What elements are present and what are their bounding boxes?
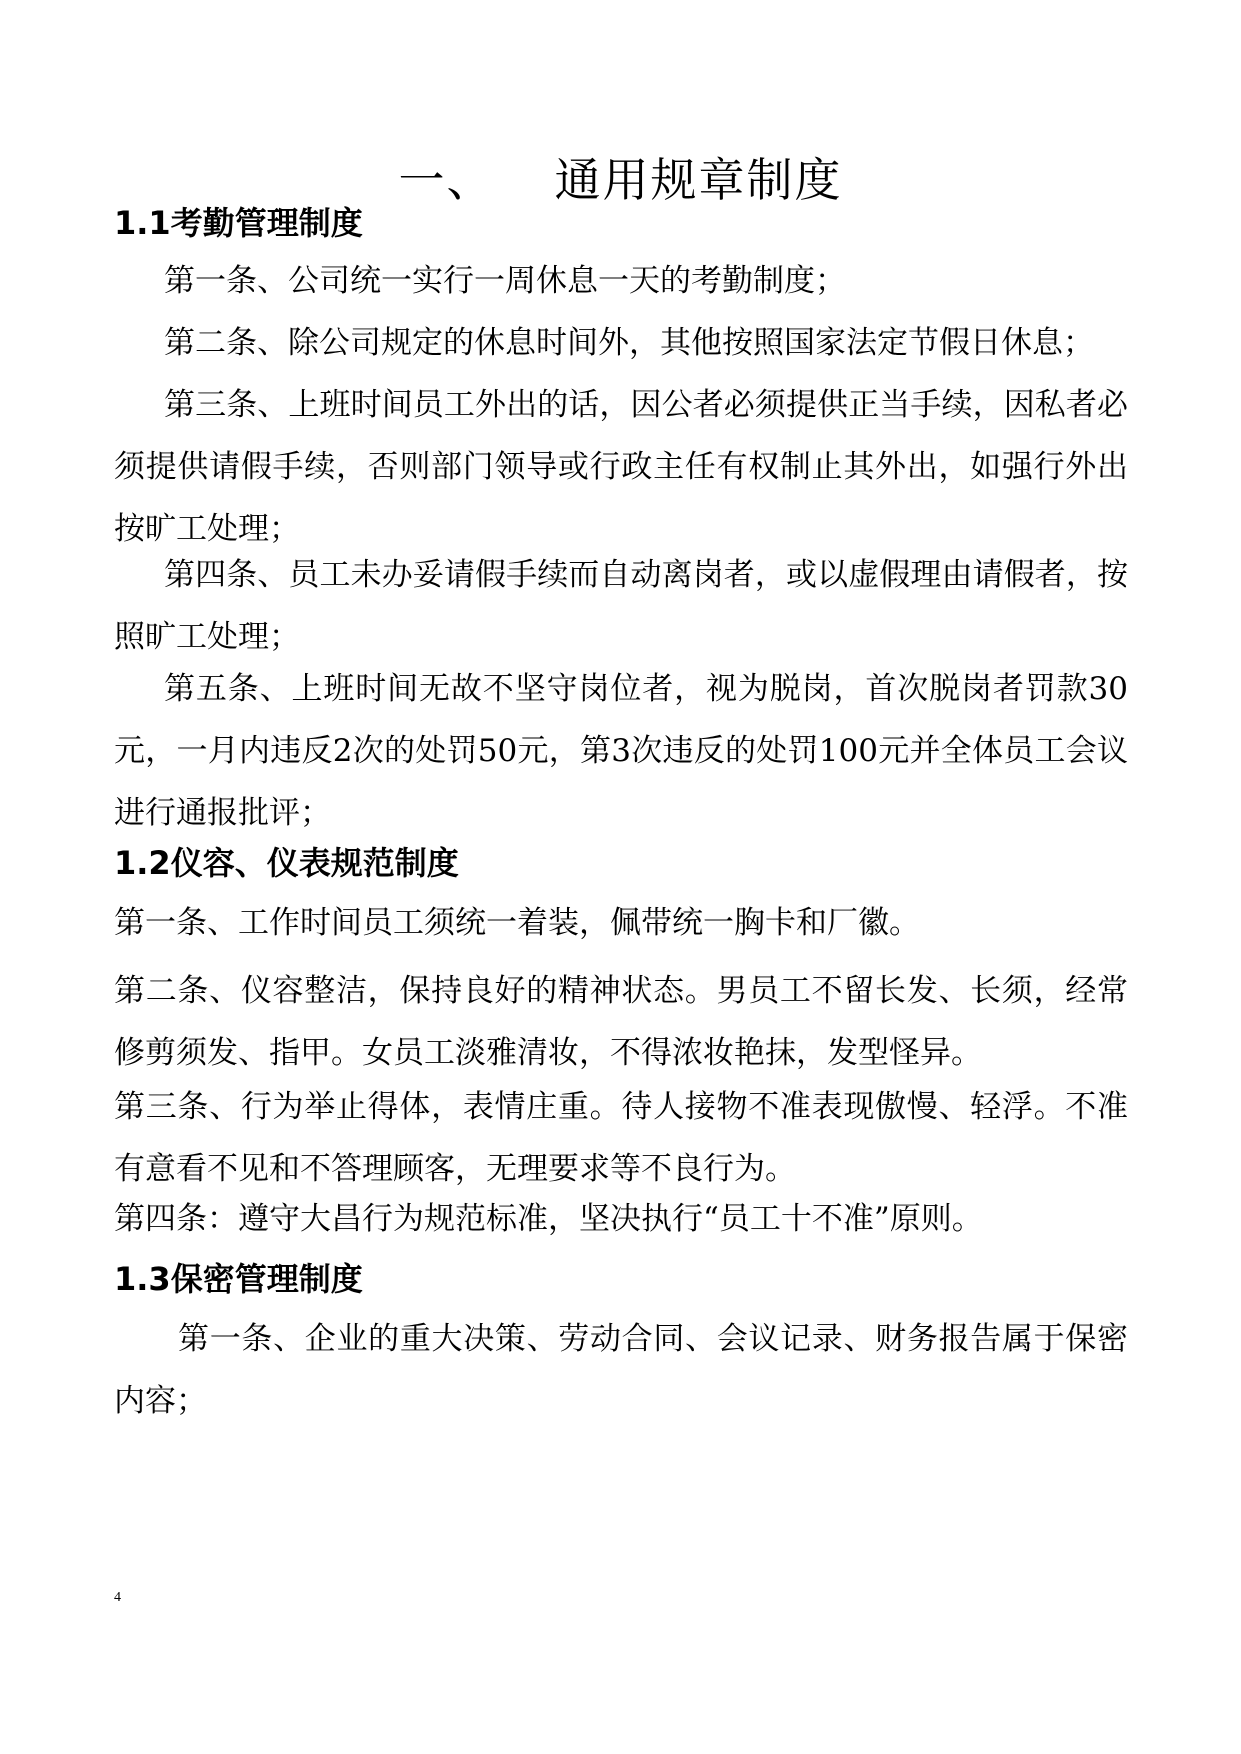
- section-heading-1-2: 1.2仪容、仪表规范制度: [114, 844, 459, 882]
- paragraph-1-2-1: 第一条、工作时间员工须统一着装，佩带统一胸卡和厂徽。: [114, 905, 920, 941]
- title-number: 一、: [398, 153, 495, 207]
- paragraph-1-1-3: 第三条、上班时间员工外出的话，因公者必须提供正当手续，因私者必须提供请假手续，否则部门领导或行政主任有权制止其外出，如强行外出按旷工处理；: [114, 387, 1128, 547]
- section-heading-1-1: 1.1考勤管理制度: [114, 204, 363, 242]
- title-text: 通用规章制度: [554, 153, 843, 207]
- paragraph-1-2-4: 第四条：遵守大昌行为规范标准，坚决执行“员工十不准”原则。: [114, 1201, 983, 1237]
- paragraph-1-3-1: 第一条、企业的重大决策、劳动合同、会议记录、财务报告属于保密内容；: [114, 1321, 1128, 1419]
- paragraph-1-2-3: 第三条、行为举止得体，表情庄重。待人接物不准表现傲慢、轻浮。不准有意看不见和不答理顾客，无理要求等不良行为。: [114, 1089, 1128, 1187]
- paragraph-1-1-1: 第一条、公司统一实行一周休息一天的考勤制度；: [164, 263, 846, 299]
- paragraph-1-1-2: 第二条、除公司规定的休息时间外，其他按照国家法定节假日休息；: [164, 325, 1094, 361]
- paragraph-1-1-4: 第四条、员工未办妥请假手续而自动离岗者，或以虚假理由请假者，按照旷工处理；: [114, 557, 1128, 655]
- paragraph-1-2-2: 第二条、仪容整洁，保持良好的精神状态。男员工不留长发、长须，经常修剪须发、指甲。女员工淡雅清妆，不得浓妆艳抹，发型怪异。: [114, 973, 1128, 1071]
- paragraph-1-1-5: 第五条、上班时间无故不坚守岗位者，视为脱岗，首次脱岗者罚款30元，一月内违反2次的处罚50元，第3次违反的处罚100元并全体员工会议进行通报批评；: [114, 671, 1128, 831]
- page-number: 4: [114, 1590, 121, 1605]
- section-heading-1-3: 1.3保密管理制度: [114, 1260, 363, 1298]
